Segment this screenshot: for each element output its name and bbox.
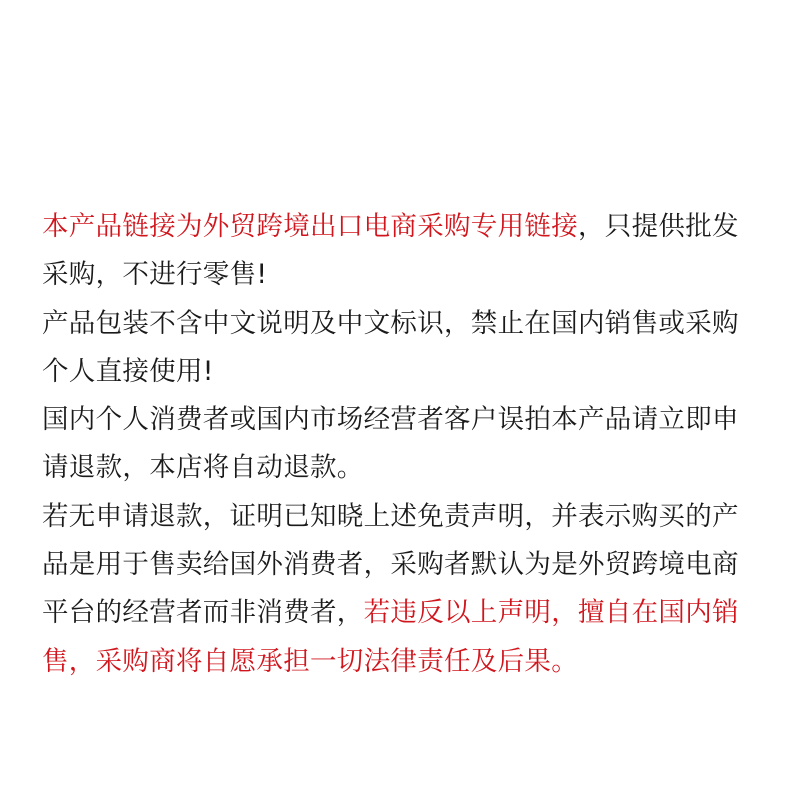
wholesale-only-statement: ，只提供批发采购，不进行零售!: [42, 211, 739, 291]
notice-paragraph-1: [42, 203, 758, 300]
liability-warning: 若违反以上声明，擅自在国内销售，采购商将自愿承担一切法律责任及后果。: [42, 597, 739, 677]
export-link-statement: 本产品链接为外贸跨境出口电商采购专用链接: [42, 211, 578, 242]
notice-paragraph-4: [42, 493, 758, 686]
notice-paragraph-2: 产品包装不含中文说明及中文标识，禁止在国内销售或采购个人直接使用!: [42, 307, 739, 387]
disclaimer-acknowledgement: 若无申请退款，证明已知晓上述免责声明，并表示购买的产品是用于售卖给国外消费者，采购者默认为是外贸跨境电商平台的经营者而非消费者，: [42, 500, 739, 629]
notice-paragraph-3: 国内个人消费者或国内市场经营者客户误拍本产品请立即申请退款，本店将自动退款。: [42, 404, 739, 484]
disclaimer-notice: [42, 203, 758, 686]
